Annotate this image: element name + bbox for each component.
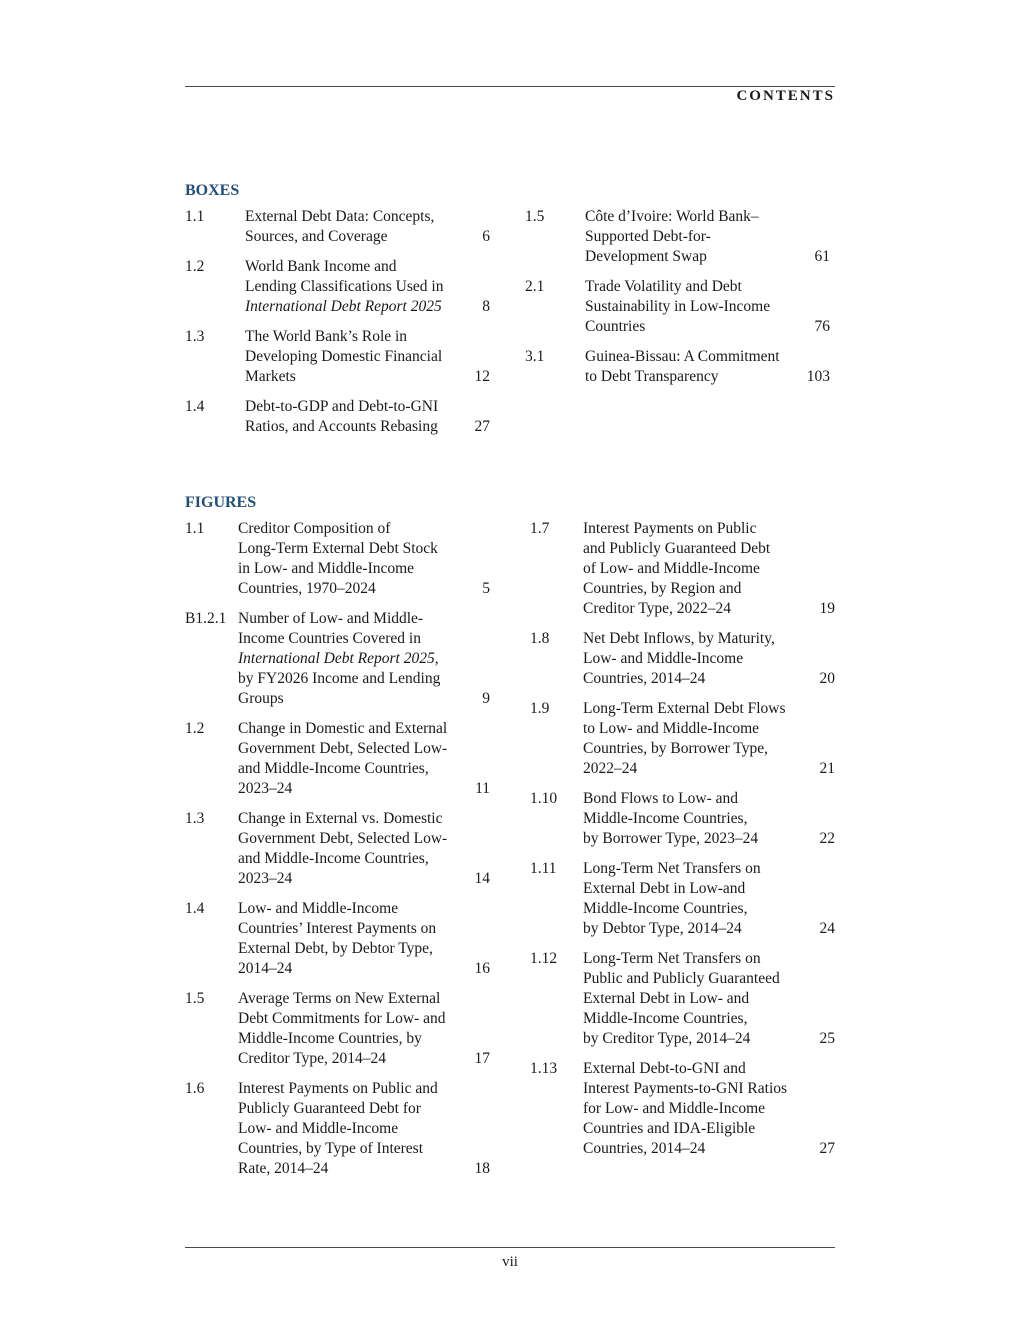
entry-title-line: Public and Publicly Guaranteed: [583, 970, 780, 987]
entry-number: 1.2: [185, 720, 205, 737]
entry-title-line: by Debtor Type, 2014–24: [583, 920, 742, 937]
toc-entry[interactable]: [530, 949, 835, 1049]
entry-title-line: Middle-Income Countries,: [583, 810, 748, 827]
entry-title-line: to Low- and Middle-Income: [583, 720, 760, 737]
entry-page-number: 9: [482, 690, 490, 707]
entry-title-line: Government Debt, Selected Low-: [238, 830, 448, 847]
entry-number: 3.1: [525, 348, 545, 365]
entry-title-line: Net Debt Inflows, by Maturity,: [583, 630, 775, 647]
entry-title-line: External Debt Data: Concepts,: [245, 208, 435, 225]
entry-title-line: Creditor Type, 2022–24: [583, 600, 732, 617]
entry-title-line: Long-Term Net Transfers on: [583, 950, 761, 967]
toc-entry[interactable]: [530, 789, 835, 849]
entry-title-line: by Creditor Type, 2014–24: [583, 1030, 751, 1047]
entry-title-line: Countries, 1970–2024: [238, 580, 376, 597]
entry-number: 1.10: [530, 790, 558, 807]
entry-title-line: External Debt-to-GNI and: [583, 1060, 746, 1077]
entry-title-line: Income Countries Covered in: [238, 630, 421, 647]
entry-number: 1.3: [185, 810, 205, 827]
entry-title-line: Government Debt, Selected Low-: [238, 740, 448, 757]
entry-title-line: Bond Flows to Low- and: [583, 790, 738, 807]
toc-entry[interactable]: [530, 699, 835, 779]
footer-rule: [185, 1247, 835, 1248]
entry-title-line: and Publicly Guaranteed Debt: [583, 540, 771, 557]
entry-title-line: Sustainability in Low-Income: [585, 298, 771, 315]
entry-number: 1.4: [185, 900, 205, 917]
entry-number: 1.3: [185, 328, 205, 345]
entry-number: 1.5: [185, 990, 205, 1007]
entry-title-line: Interest Payments on Public: [583, 520, 757, 537]
entry-title-line: 2014–24: [238, 960, 293, 977]
entry-page-number: 18: [474, 1160, 490, 1177]
entry-title-line: Low- and Middle-Income: [238, 900, 399, 917]
entry-title-line: Creditor Composition of: [238, 520, 391, 537]
entry-title-line: External Debt, by Debtor Type,: [238, 940, 433, 957]
entry-title-line: in Low- and Middle-Income: [238, 560, 415, 577]
entry-page-number: 61: [814, 248, 830, 265]
entry-title-line: Ratios, and Accounts Rebasing: [245, 418, 438, 435]
toc-entry[interactable]: [185, 257, 490, 317]
entry-page-number: 27: [474, 418, 490, 435]
toc-entry[interactable]: [530, 859, 835, 939]
entry-page-number: 6: [482, 228, 490, 245]
entry-title-line: Low- and Middle-Income: [238, 1120, 399, 1137]
entry-title-line: for Low- and Middle-Income: [583, 1100, 766, 1117]
entry-number: 1.11: [530, 860, 557, 877]
entry-title-line: Long-Term External Debt Stock: [238, 540, 438, 557]
entry-title-line: 2022–24: [583, 760, 638, 777]
entry-page-number: 76: [814, 318, 830, 335]
entry-number: 1.13: [530, 1060, 558, 1077]
entry-page-number: 27: [819, 1140, 835, 1157]
entry-number: 1.1: [185, 520, 205, 537]
entry-title-line: Developing Domestic Financial: [245, 348, 443, 365]
entry-title-line: Countries, 2014–24: [583, 1140, 706, 1157]
entry-title-line: Development Swap: [585, 248, 707, 265]
entry-title-line: Long-Term Net Transfers on: [583, 860, 761, 877]
entry-number: 2.1: [525, 278, 545, 295]
entry-page-number: 19: [819, 600, 835, 617]
entry-title-line: International Debt Report 2025,: [238, 650, 439, 667]
entry-title-line: Middle-Income Countries, by: [238, 1030, 422, 1047]
entry-title-line: Creditor Type, 2014–24: [238, 1050, 387, 1067]
entry-page-number: 103: [806, 368, 830, 385]
toc-entry[interactable]: [185, 809, 490, 889]
entry-title-line: Long-Term External Debt Flows: [583, 700, 786, 717]
entry-title-line: Sources, and Coverage: [245, 228, 388, 245]
entry-page-number: 11: [475, 780, 490, 797]
entry-page-number: 8: [482, 298, 490, 315]
entry-title-line: by Borrower Type, 2023–24: [583, 830, 759, 847]
entry-title-line: Debt-to-GDP and Debt-to-GNI: [245, 398, 439, 415]
entry-title-line: Interest Payments-to-GNI Ratios: [583, 1080, 788, 1097]
entry-title-line: World Bank Income and: [245, 258, 397, 275]
entry-title-line: Countries’ Interest Payments on: [238, 920, 437, 937]
toc-entry[interactable]: [530, 1059, 835, 1159]
boxes-heading: BOXES: [185, 182, 240, 199]
entry-number: 1.8: [530, 630, 550, 647]
toc-entry[interactable]: [530, 519, 835, 619]
header-rule: [185, 86, 835, 87]
entry-number: 1.6: [185, 1080, 205, 1097]
toc-entry[interactable]: [530, 629, 835, 689]
entry-title-line: Markets: [245, 368, 296, 385]
entry-title-line: The World Bank’s Role in: [245, 328, 408, 345]
entry-title-line: by FY2026 Income and Lending: [238, 670, 441, 687]
toc-entry[interactable]: [185, 989, 490, 1069]
entry-number: 1.1: [185, 208, 205, 225]
entry-title-line: Low- and Middle-Income: [583, 650, 744, 667]
entry-page-number: 16: [474, 960, 490, 977]
entry-title-line: Interest Payments on Public and: [238, 1080, 438, 1097]
entry-title-line: Countries: [585, 318, 646, 335]
entry-title-line: Countries, by Borrower Type,: [583, 740, 769, 757]
entry-title-line: Trade Volatility and Debt: [585, 278, 742, 295]
figures-heading: FIGURES: [185, 494, 257, 511]
running-header-title: CONTENTS: [736, 88, 835, 104]
entry-title-line: Change in External vs. Domestic: [238, 810, 443, 827]
entry-title-line: and Middle-Income Countries,: [238, 760, 429, 777]
entry-title-line: Countries and IDA-Eligible: [583, 1120, 756, 1137]
entry-page-number: 5: [482, 580, 490, 597]
entry-title-line: Average Terms on New External: [238, 990, 441, 1007]
entry-title-line: International Debt Report 2025: [245, 298, 442, 315]
entry-title-line: Debt Commitments for Low- and: [238, 1010, 446, 1027]
entry-title-line: Middle-Income Countries,: [583, 1010, 748, 1027]
toc-entry[interactable]: [525, 207, 830, 267]
toc-entry[interactable]: [185, 719, 490, 799]
entry-title-line: Lending Classifications Used in: [245, 278, 444, 295]
entry-title-line: Change in Domestic and External: [238, 720, 448, 737]
entry-page-number: 20: [819, 670, 835, 687]
entry-number: B1.2.1: [185, 610, 227, 627]
entry-number: 1.9: [530, 700, 550, 717]
entry-title-line: 2023–24: [238, 780, 293, 797]
entry-title-line: Supported Debt-for-: [585, 228, 711, 245]
entry-number: 1.12: [530, 950, 558, 967]
entry-title-line: Countries, 2014–24: [583, 670, 706, 687]
entry-title-line: of Low- and Middle-Income: [583, 560, 760, 577]
entry-title-line: Côte d’Ivoire: World Bank–: [585, 208, 759, 225]
entry-page-number: 12: [474, 368, 490, 385]
entry-title-line: Middle-Income Countries,: [583, 900, 748, 917]
entry-title-line: External Debt in Low-and: [583, 880, 746, 897]
entry-number: 1.4: [185, 398, 205, 415]
entry-number: 1.5: [525, 208, 545, 225]
toc-entry[interactable]: [525, 347, 830, 387]
entry-page-number: 17: [474, 1050, 490, 1067]
entry-page-number: 14: [474, 870, 490, 887]
toc-entry[interactable]: [185, 397, 490, 437]
toc-entry[interactable]: [185, 327, 490, 387]
entry-title-line: Countries, by Type of Interest: [238, 1140, 424, 1157]
entry-page-number: 21: [819, 760, 835, 777]
page-number: vii: [502, 1254, 518, 1270]
entry-title-line: Number of Low- and Middle-: [238, 610, 424, 627]
entry-title-line: Groups: [238, 690, 284, 707]
entry-title-line: and Middle-Income Countries,: [238, 850, 429, 867]
entry-title-line: to Debt Transparency: [585, 368, 719, 385]
toc-entry[interactable]: [185, 519, 490, 599]
toc-entry[interactable]: [185, 899, 490, 979]
toc-entry[interactable]: [525, 277, 830, 337]
entry-title-line: Guinea-Bissau: A Commitment: [585, 348, 780, 365]
entry-page-number: 22: [819, 830, 835, 847]
toc-entry[interactable]: [185, 609, 490, 709]
entry-title-line: 2023–24: [238, 870, 293, 887]
entry-number: 1.2: [185, 258, 205, 275]
entry-title-line: External Debt in Low- and: [583, 990, 750, 1007]
entry-title-line: Rate, 2014–24: [238, 1160, 329, 1177]
entry-title-line: Countries, by Region and: [583, 580, 742, 597]
entry-page-number: 24: [819, 920, 835, 937]
entry-page-number: 25: [819, 1030, 835, 1047]
toc-entry[interactable]: [185, 207, 490, 247]
entry-title-line: Publicly Guaranteed Debt for: [238, 1100, 421, 1117]
entry-number: 1.7: [530, 520, 550, 537]
toc-entry[interactable]: [185, 1079, 490, 1179]
